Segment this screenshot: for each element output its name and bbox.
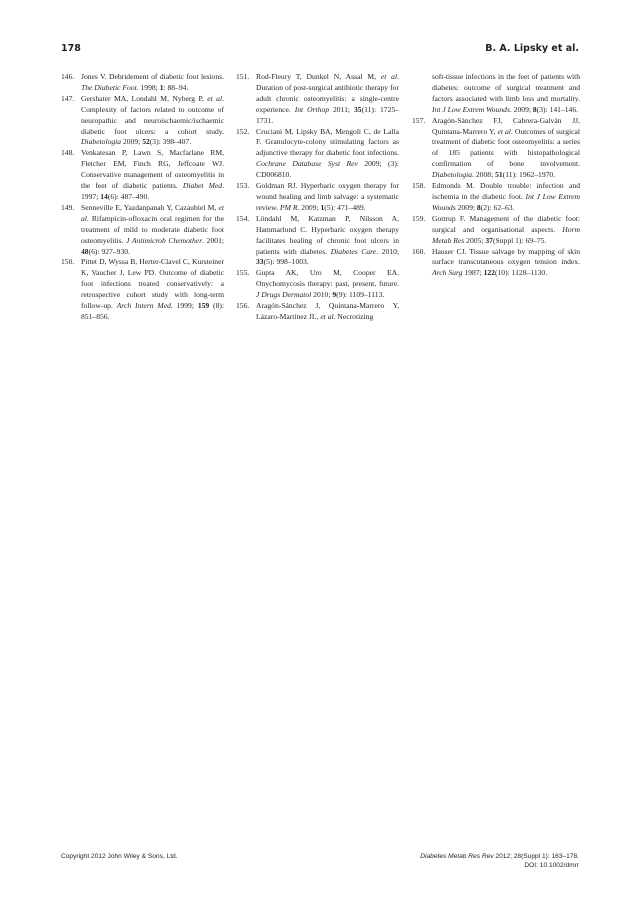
reference-column-2 bbox=[236, 72, 399, 323]
reference-number: 154. bbox=[236, 213, 250, 223]
reference-item bbox=[236, 72, 399, 127]
reference-item bbox=[412, 116, 580, 181]
reference-number: 149. bbox=[61, 202, 75, 212]
reference-text: Aragón-Sánchez J, Quintana-Marrero Y, Lázaro-Martínez JL, et al. Necrotizing bbox=[256, 301, 399, 321]
reference-column-3 bbox=[412, 72, 580, 279]
reference-number: 160. bbox=[412, 246, 426, 256]
citation-volume: 2012; 28(Suppl 1): 163–178. bbox=[493, 853, 579, 860]
reference-text: Aragón-Sánchez FJ, Cabrera-Galván JJ, Quintana-Marrero Y, et al. Outcomes of surgical treatment of diabetic foot osteomyelitis: a series of 185 patients with histopathological confirmation of bone involvement. Diabetologia. 2008; 51(11): 1962–1970. bbox=[432, 115, 580, 180]
citation-journal: Diabetes Metab Res Rev bbox=[420, 853, 494, 860]
reference-number: 157. bbox=[412, 115, 426, 125]
reference-item bbox=[412, 214, 580, 247]
citation-block bbox=[420, 852, 579, 870]
running-title bbox=[485, 43, 579, 54]
reference-text: Gupta AK, Uro M, Cooper EA. Onychomycosis therapy: past, present, future. J Drugs Dermatol 2010; 9(9): 1109–1113. bbox=[256, 268, 399, 300]
reference-item bbox=[236, 301, 399, 323]
reference-text: Cruciani M, Lipsky BA, Mengoli C, de Lalla F. Granulocyte-colony stimulating factors as adjunctive therapy for diabetic foot infections. Cochrane Database Syst Rev 2009; (3): CD006810. bbox=[256, 126, 399, 180]
reference-text: Goldman RJ. Hyperbaric oxygen therapy for wound healing and limb salvage: a systematic review. PM R. 2009; 1(5): 471–489. bbox=[256, 181, 399, 212]
reference-number: 150. bbox=[61, 257, 75, 267]
reference-number: 153. bbox=[236, 181, 250, 191]
reference-item bbox=[412, 247, 580, 280]
reference-text: Rod-Fleury T, Dunkel N, Assal M, et al. Duration of post-surgical antibiotic therapy for adult chronic osteomyelitis: a single-centre experience. Int Orthop 2011; 35(11): 1725–1731. bbox=[256, 72, 399, 125]
reference-text: Löndahl M, Katzman P, Nilsson A, Hammarlund C. Hyperbaric oxygen therapy facilitates healing of chronic foot ulcers in patients with diabetes. Diabetes Care. 2010; 33(5): 998–1003. bbox=[256, 213, 399, 267]
running-authors: B. A. Lipsky et al. bbox=[485, 43, 579, 54]
page-header bbox=[61, 43, 579, 57]
reference-number: 147. bbox=[61, 93, 75, 103]
reference-item bbox=[412, 181, 580, 214]
reference-text: soft-tissue infections in the feet of patients with diabetes: outcome of surgical treatment and factors associated with limb loss and mortality. Int J Low Extrem Wounds. 2009; 8(3): 141–146. bbox=[432, 72, 580, 114]
reference-item bbox=[236, 127, 399, 182]
copyright-notice: Copyright 2012 John Wiley & Sons, Ltd. bbox=[61, 853, 178, 860]
reference-item bbox=[236, 181, 399, 214]
reference-number: 151. bbox=[236, 72, 250, 81]
reference-text: Pittet D, Wyssa B, Herter-Clavel C, Kursteiner K, Vaucher J, Lew PD. Outcome of diabetic foot infections treated conservatively: a retrospective cohort study with long-term follow-up. Arch Intern Med. 1999; 159 (8): 851–856. bbox=[81, 257, 225, 321]
reference-item bbox=[61, 257, 224, 322]
reference-number: 152. bbox=[236, 126, 250, 136]
reference-item bbox=[412, 72, 580, 116]
reference-text: Gottrup F. Management of the diabetic foot: surgical and organisational aspects. Horm Metab Res 2005; 37(Suppl 1): 69–75. bbox=[432, 213, 580, 245]
reference-text: Jones V. Debridement of diabetic foot lesions. The Diabetic Foot. 1998; 1: 88–94. bbox=[81, 72, 224, 92]
citation-line bbox=[420, 852, 579, 861]
reference-number: 159. bbox=[412, 213, 426, 223]
reference-number: 155. bbox=[236, 268, 250, 278]
reference-item bbox=[61, 203, 224, 258]
reference-item bbox=[61, 148, 224, 203]
reference-text: Edmonds M. Double trouble: infection and ischemia in the diabetic foot. Int J Low Extrem Wounds 2009; 8(2): 62–63. bbox=[432, 181, 581, 212]
reference-number: 156. bbox=[236, 301, 250, 311]
reference-number: 158. bbox=[412, 181, 426, 191]
reference-item bbox=[61, 72, 224, 94]
reference-column-1 bbox=[61, 72, 224, 323]
reference-text: Senneville E, Yazdanpanah Y, Cazaubiel M, et al. Rifampicin-ofloxacin oral regimen for the treatment of mild to moderate diabetic foot osteomyelitis. J Antimicrob Chemother. 2001; 48(6): 927–930. bbox=[81, 202, 224, 256]
reference-item bbox=[236, 214, 399, 269]
reference-number: 148. bbox=[61, 148, 75, 158]
reference-item bbox=[236, 268, 399, 301]
reference-text: Gershater MA, Londahl M, Nyberg P, et al. Complexity of factors related to outcome of neuropathic and neuroischaemic/ischaemic diabetic foot ulcers: a cohort study. Diabetologia 2009; 52(3): 398–407. bbox=[81, 93, 224, 147]
reference-text: Hauser CJ. Tissue salvage by mapping of skin surface transcutaneous oxygen tension index. Arch Surg 1987; 122(10): 1128–1130. bbox=[432, 246, 580, 278]
page-number: 178 bbox=[61, 43, 81, 54]
reference-number: 146. bbox=[61, 72, 75, 81]
doi: DOI: 10.1002/dmrr bbox=[524, 862, 579, 869]
reference-text: Venkatesan P, Lawn S, Macfarlane RM, Fletcher EM, Finch RG, Jeffcoate WJ. Conservative management of osteomyelitis in the feet of diabetic patients. Diabet Med. 1997; 14(6): 487–490. bbox=[81, 148, 225, 201]
reference-item bbox=[61, 94, 224, 149]
